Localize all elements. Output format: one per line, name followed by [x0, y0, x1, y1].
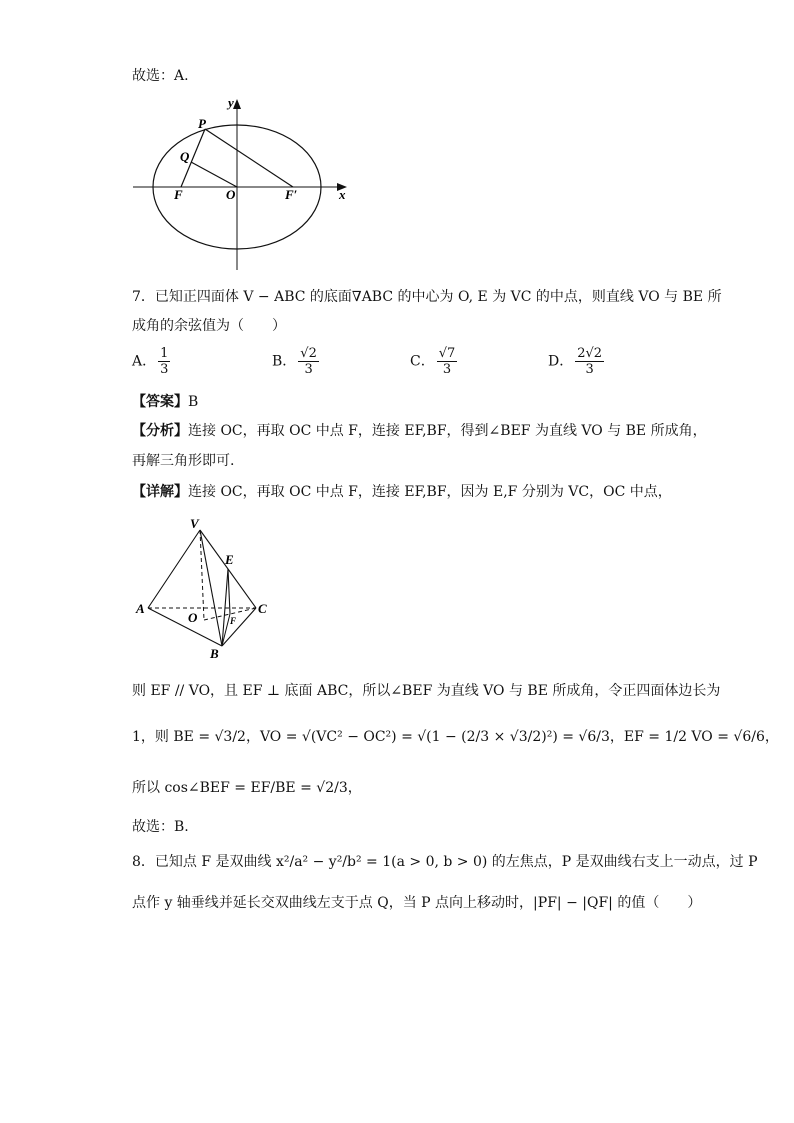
answer-value: B [188, 394, 199, 410]
segment-PF2 [205, 129, 293, 187]
q8-line2: 点作 y 轴垂线并延长交双曲线左支于点 Q，当 P 点向上移动时，|PF| − |QF| 的值（ ） [132, 895, 702, 911]
label-F: F [174, 187, 183, 202]
label-A: A [136, 601, 145, 616]
answer-tag: 【答案】 [132, 394, 188, 410]
q7-answer [132, 392, 198, 412]
label-y: y [228, 95, 234, 110]
q7-option-d: D． $\frac{2√2}{3}$ [548, 346, 603, 377]
q7-detail-line2: 则 EF // VO，且 EF ⊥ 底面 ABC，所以∠BEF 为直线 VO 与 BE 所成角，令正四面体边长为 [132, 683, 721, 699]
q7-analysis-line1: 【分析】连接 OC，再取 OC 中点 F，连接 EF,BF，得到∠BEF 为直线 VO 与 BE 所成角， [132, 423, 707, 439]
label-x: x [339, 187, 346, 202]
edge-AB [148, 608, 222, 646]
q7-stem-line1: 7．已知正四面体 V − ABC 的底面∇ABC 的中心为 O, E 为 VC 的中点，则直线 VO 与 BE 所 [132, 289, 722, 305]
tetrahedron-figure [132, 512, 282, 662]
q7-option-c: C． $\frac{√7}{3}$ [410, 346, 456, 377]
q8-line1: 8．已知点 F 是双曲线 x²/a² − y²/b² = 1(a > 0, b > 0) 的左焦点，P 是双曲线右支上一动点，过 P [132, 854, 758, 870]
label-O: O [188, 610, 198, 625]
prev-conclusion: 故选：A. [132, 68, 189, 84]
q7-conclusion: 故选：B. [132, 819, 189, 835]
segment-EF [228, 569, 230, 614]
label-O: O [226, 187, 236, 202]
q7-detail-line1: 【详解】连接 OC，再取 OC 中点 F，连接 EF,BF，因为 E,F 分别为 VC，OC 中点， [132, 484, 672, 500]
segment-VO [200, 530, 204, 620]
detail-tag: 【详解】 [132, 484, 188, 500]
label-Q: Q [180, 149, 190, 164]
label-F-prime: F′ [285, 187, 298, 202]
ellipse-figure [125, 95, 365, 275]
label-C: C [258, 601, 267, 616]
edge-VB [200, 530, 222, 646]
q7-option-a: A． $\frac{1}{3}$ [132, 346, 169, 377]
label-B: B [210, 646, 219, 661]
q7-analysis-line2: 再解三角形即可. [132, 453, 235, 469]
label-E: E [225, 552, 234, 567]
y-axis-arrow [233, 99, 241, 109]
label-V: V [190, 516, 199, 531]
label-F: F [230, 616, 237, 626]
q7-stem-line2: 成角的余弦值为（ ） [132, 318, 286, 334]
q7-detail-line3: 1，则 BE = √3/2，VO = √(VC² − OC²) = √(1 − (2/3 × √3/2)²) = √6/3，EF = 1/2 VO = √6/6， [132, 729, 779, 745]
segment-QO [191, 162, 237, 187]
label-P: P [198, 116, 206, 131]
q7-detail-line4: 所以 cos∠BEF = EF/BE = √2/3， [132, 780, 362, 796]
q7-option-b: B． $\frac{√2}{3}$ [272, 346, 317, 377]
edge-VA [148, 530, 200, 608]
analysis-tag: 【分析】 [132, 423, 188, 439]
